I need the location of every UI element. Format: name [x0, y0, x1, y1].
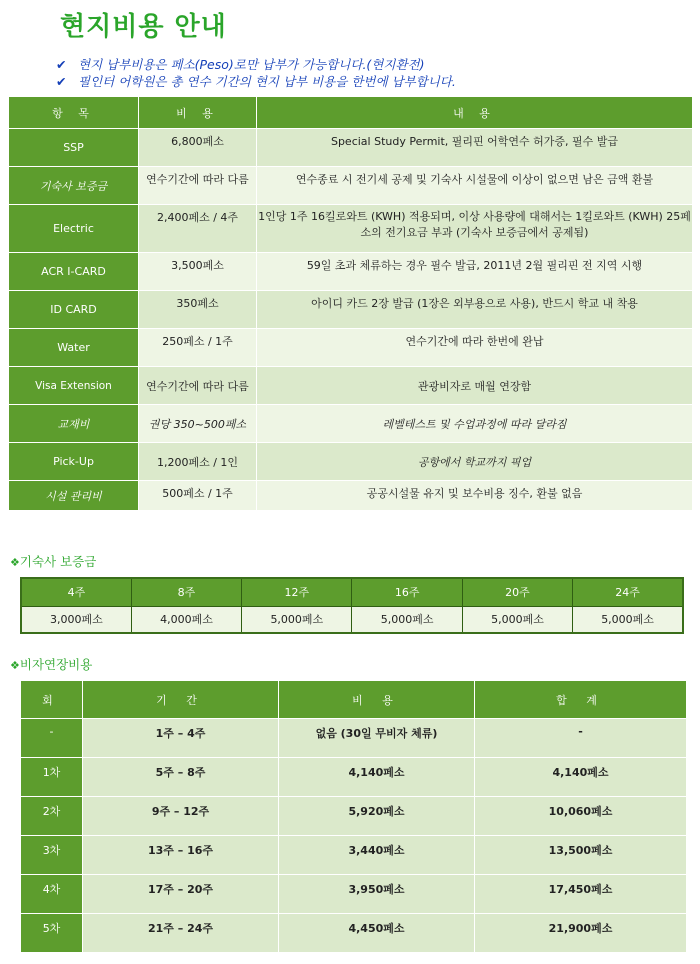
row-cost: 2,400페소 / 4주 — [139, 205, 257, 253]
note-text: 필인터 어학원은 총 연수 기간의 현지 납부 비용을 한번에 납부합니다. — [78, 74, 456, 89]
row-cost: 1,200페소 / 1인 — [139, 443, 257, 481]
visa-period: 9주 – 12주 — [83, 797, 279, 836]
visa-round: 4차 — [21, 875, 83, 914]
check-icon: ✔ — [56, 57, 67, 72]
visa-period: 21주 – 24주 — [83, 914, 279, 953]
table-row — [9, 253, 693, 291]
row-desc: 공공시설물 유지 및 보수비용 징수, 환불 없음 — [257, 481, 693, 511]
visa-title-text: 비자연장비용 — [19, 657, 93, 672]
visa-header: 기 간 — [83, 681, 279, 719]
deposit-header: 12주 — [242, 578, 352, 606]
row-item: Visa Extension — [9, 367, 139, 405]
note-item — [56, 73, 676, 90]
table-row — [21, 914, 687, 953]
row-desc: 연수종료 시 전기세 공제 및 기숙사 시설물에 이상이 없으면 남은 금액 환불 — [257, 167, 693, 205]
row-desc: 관광비자로 매월 연장함 — [257, 367, 693, 405]
row-desc: 공항에서 학교까지 픽업 — [257, 443, 693, 481]
header-item: 항 목 — [9, 97, 139, 129]
deposit-value: 5,000페소 — [242, 606, 352, 633]
table-row — [21, 836, 687, 875]
visa-total: 4,140페소 — [475, 758, 687, 797]
table-row — [9, 291, 693, 329]
table-row — [9, 481, 693, 511]
row-item: 기숙사 보증금 — [9, 167, 139, 205]
table-row — [9, 167, 693, 205]
row-item: ACR I-CARD — [9, 253, 139, 291]
deposit-value: 5,000페소 — [462, 606, 572, 633]
visa-cost: 4,140페소 — [279, 758, 475, 797]
table-header-row — [21, 681, 687, 719]
deposit-value: 5,000페소 — [573, 606, 683, 633]
table-row — [21, 606, 683, 633]
header-cost: 비 용 — [139, 97, 257, 129]
table-row — [21, 758, 687, 797]
note-item — [56, 56, 676, 73]
deposit-header: 4주 — [21, 578, 131, 606]
visa-round: 5차 — [21, 914, 83, 953]
header-desc: 내 용 — [257, 97, 693, 129]
row-cost: 250페소 / 1주 — [139, 329, 257, 367]
local-cost-table — [8, 96, 693, 511]
row-item: Pick-Up — [9, 443, 139, 481]
deposit-value: 3,000페소 — [21, 606, 131, 633]
deposit-header: 24주 — [573, 578, 683, 606]
row-desc: 연수기간에 따라 한번에 완납 — [257, 329, 693, 367]
visa-section-title — [10, 655, 92, 673]
note-text: 현지 납부비용은 페소(Peso)로만 납부가 가능합니다.(현지환전) — [78, 57, 425, 72]
visa-cost: 3,950페소 — [279, 875, 475, 914]
table-header-row — [9, 97, 693, 129]
diamond-bullet-icon: ❖ — [10, 556, 20, 569]
visa-header: 비 용 — [279, 681, 475, 719]
row-item: 교재비 — [9, 405, 139, 443]
visa-period: 17주 – 20주 — [83, 875, 279, 914]
deposit-value: 5,000페소 — [352, 606, 462, 633]
diamond-bullet-icon: ❖ — [10, 659, 20, 672]
visa-cost: 4,450페소 — [279, 914, 475, 953]
table-row — [21, 719, 687, 758]
table-row — [21, 797, 687, 836]
visa-total: 17,450페소 — [475, 875, 687, 914]
deposit-table — [20, 577, 684, 634]
row-item: Water — [9, 329, 139, 367]
table-row — [9, 367, 693, 405]
row-desc: Special Study Permit, 필리핀 어학연수 허가증, 필수 발급 — [257, 129, 693, 167]
deposit-header: 8주 — [131, 578, 241, 606]
visa-period: 5주 – 8주 — [83, 758, 279, 797]
visa-period: 1주 – 4주 — [83, 719, 279, 758]
visa-round: 2차 — [21, 797, 83, 836]
table-row — [9, 329, 693, 367]
visa-round: 1차 — [21, 758, 83, 797]
row-item: SSP — [9, 129, 139, 167]
visa-cost: 3,440페소 — [279, 836, 475, 875]
table-row — [9, 405, 693, 443]
visa-round: - — [21, 719, 83, 758]
row-desc: 1인당 1주 16킬로와트 (KWH) 적용되며, 이상 사용량에 대해서는 1킬로와트 (KWH) 25페소의 전기요금 부과 (기숙사 보증금에서 공제됨) — [257, 205, 693, 253]
row-item: ID CARD — [9, 291, 139, 329]
visa-total: 21,900페소 — [475, 914, 687, 953]
table-row — [9, 443, 693, 481]
visa-period: 13주 – 16주 — [83, 836, 279, 875]
visa-header: 회 — [21, 681, 83, 719]
row-cost: 6,800페소 — [139, 129, 257, 167]
row-cost: 권당 350~500페소 — [139, 405, 257, 443]
row-item: 시설 관리비 — [9, 481, 139, 511]
row-cost: 연수기간에 따라 다름 — [139, 167, 257, 205]
deposit-header: 20주 — [462, 578, 572, 606]
visa-cost: 5,920페소 — [279, 797, 475, 836]
deposit-value: 4,000페소 — [131, 606, 241, 633]
table-row — [21, 875, 687, 914]
row-cost: 500페소 / 1주 — [139, 481, 257, 511]
page-title: 현지비용 안내 — [60, 12, 227, 42]
table-header-row — [21, 578, 683, 606]
row-item: Electric — [9, 205, 139, 253]
table-row — [9, 205, 693, 253]
row-desc: 59일 초과 체류하는 경우 필수 발급, 2011년 2월 필리핀 전 지역 시행 — [257, 253, 693, 291]
visa-total: 10,060페소 — [475, 797, 687, 836]
row-cost: 연수기간에 따라 다름 — [139, 367, 257, 405]
visa-round: 3차 — [21, 836, 83, 875]
deposit-title-text: 기숙사 보증금 — [19, 554, 97, 569]
row-desc: 레벨테스트 및 수업과정에 따라 달라짐 — [257, 405, 693, 443]
visa-total: - — [475, 719, 687, 758]
visa-total: 13,500페소 — [475, 836, 687, 875]
check-icon: ✔ — [56, 74, 67, 89]
table-row — [9, 129, 693, 167]
notes-list — [56, 56, 676, 90]
deposit-section-title — [10, 552, 96, 570]
row-cost: 3,500페소 — [139, 253, 257, 291]
row-cost: 350페소 — [139, 291, 257, 329]
row-desc: 아이디 카드 2장 발급 (1장은 외부용으로 사용), 반드시 학교 내 착용 — [257, 291, 693, 329]
visa-header: 합 계 — [475, 681, 687, 719]
deposit-header: 16주 — [352, 578, 462, 606]
visa-extension-table — [20, 680, 687, 953]
visa-cost: 없음 (30일 무비자 체류) — [279, 719, 475, 758]
